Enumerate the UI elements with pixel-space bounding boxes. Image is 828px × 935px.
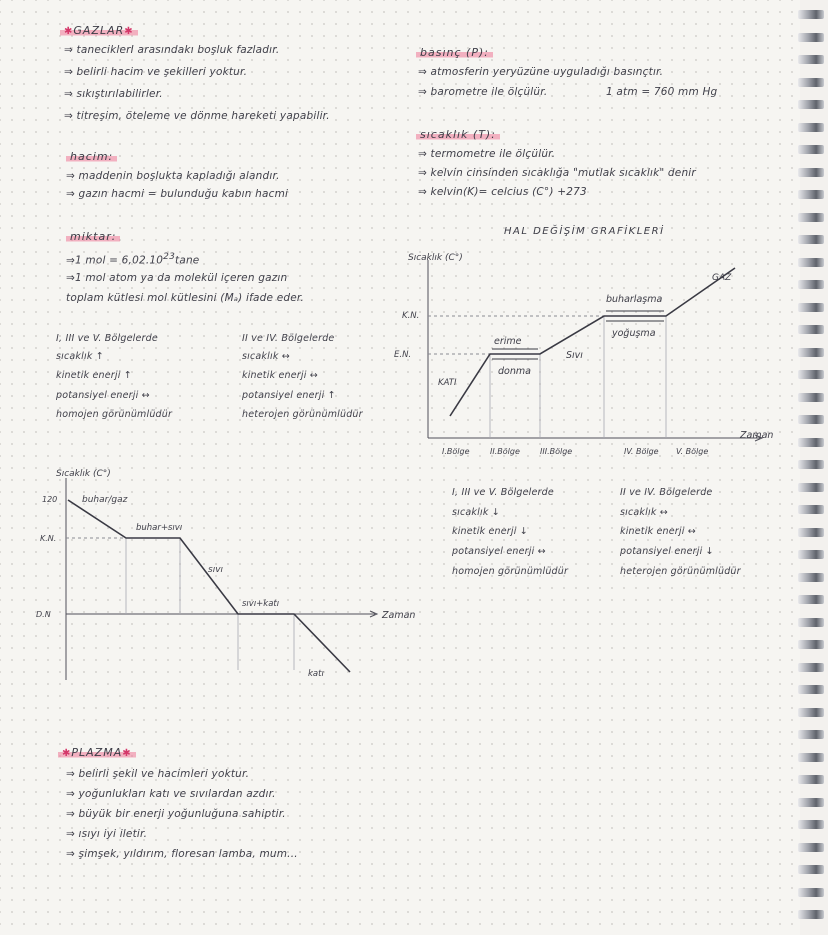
miktar-heading: miktar: bbox=[66, 230, 120, 243]
gazlar-item: ⇒ belirli hacim ve şekilleri yoktur. bbox=[64, 66, 248, 78]
hacim-item: ⇒ gazın hacmi = bulunduğu kabın hacmi bbox=[66, 188, 289, 200]
spiral-binding bbox=[792, 0, 828, 935]
binding-ring bbox=[798, 415, 824, 424]
binding-ring bbox=[798, 820, 824, 829]
dn-label: D.N bbox=[36, 610, 51, 619]
hacim-heading: hacim: bbox=[66, 150, 117, 163]
kn-label: K.N. bbox=[402, 311, 420, 321]
binding-ring bbox=[798, 573, 824, 582]
binding-ring bbox=[798, 10, 824, 19]
miktar-line: toplam kütlesi mol kütlesini (Mₐ) ifade eder. bbox=[66, 292, 305, 304]
binding-ring bbox=[798, 663, 824, 672]
basinc-heading: basınç (P): bbox=[416, 46, 493, 59]
graph-title: HAL DEĞİŞİM GRAFİKLERİ bbox=[504, 226, 665, 237]
y120-label: 120 bbox=[42, 495, 58, 504]
region-label: IV. Bölge bbox=[624, 447, 659, 456]
region-note: potansiyel enerji ↔ bbox=[452, 546, 546, 557]
binding-ring bbox=[798, 190, 824, 199]
miktar-line: ⇒1 mol atom ya da molekül içeren gazın bbox=[66, 272, 288, 284]
donma-label: donma bbox=[498, 366, 531, 377]
basinc-item: ⇒ barometre ile ölçülür. bbox=[418, 86, 548, 98]
sicaklik-item: ⇒ kelvin(K)= celcius (C°) +273 bbox=[418, 186, 587, 198]
region-note: II ve IV. Bölgelerde bbox=[620, 487, 713, 498]
sivi-label: sıvı bbox=[208, 565, 224, 575]
region-note: sıcaklık ↔ bbox=[242, 351, 290, 362]
region-note: I, III ve V. Bölgelerde bbox=[452, 487, 554, 498]
binding-ring bbox=[798, 865, 824, 874]
region-note: kinetik enerji ↔ bbox=[242, 370, 318, 381]
binding-ring bbox=[798, 753, 824, 762]
plazma-item: ⇒ belirli şekil ve hacimleri yoktur. bbox=[66, 768, 250, 780]
heating-curve bbox=[450, 268, 735, 416]
region-note: homojen görünümlüdür bbox=[56, 409, 173, 420]
binding-ring bbox=[798, 685, 824, 694]
star-icon: ✱ bbox=[122, 748, 132, 759]
heating-graph bbox=[380, 240, 785, 465]
binding-ring bbox=[798, 438, 824, 447]
binding-ring bbox=[798, 145, 824, 154]
sicaklik-heading: sıcaklık (T): bbox=[416, 128, 500, 141]
atm-conversion: 1 atm = 760 mm Hg bbox=[606, 86, 718, 98]
binding-ring bbox=[798, 730, 824, 739]
gazlar-heading: ✱GAZLAR✱ bbox=[60, 24, 138, 37]
binding-ring bbox=[798, 123, 824, 132]
sivi-kati-label: sıvı+katı bbox=[242, 599, 280, 609]
binding-ring bbox=[798, 325, 824, 334]
binding-ring bbox=[798, 370, 824, 379]
plazma-heading: ✱PLAZMA✱ bbox=[58, 746, 136, 759]
kati-label: KATI bbox=[438, 378, 457, 388]
binding-ring bbox=[798, 258, 824, 267]
binding-ring bbox=[798, 708, 824, 717]
hacim-item: ⇒ maddenin boşlukta kapladığı alandır. bbox=[66, 170, 280, 182]
buhar-gaz-label: buhar/gaz bbox=[82, 495, 128, 505]
binding-ring bbox=[798, 235, 824, 244]
cooling-graph bbox=[30, 460, 440, 690]
binding-ring bbox=[798, 798, 824, 807]
binding-ring bbox=[798, 33, 824, 42]
region-note: I, III ve V. Bölgelerde bbox=[56, 333, 158, 344]
binding-ring bbox=[798, 843, 824, 852]
region-note: kinetik enerji ↓ bbox=[452, 526, 528, 537]
region-label: I.Bölge bbox=[442, 447, 470, 456]
binding-ring bbox=[798, 910, 824, 919]
binding-ring bbox=[798, 550, 824, 559]
en-label: E.N. bbox=[394, 350, 412, 360]
y-axis-label: Sıcaklık (C°) bbox=[408, 253, 463, 263]
binding-ring bbox=[798, 280, 824, 289]
cooling-curve bbox=[68, 500, 350, 672]
region-note: kinetik enerji ↑ bbox=[56, 370, 132, 381]
binding-ring bbox=[798, 460, 824, 469]
gazlar-item: ⇒ titreşim, öteleme ve dönme hareketi yapabilir. bbox=[64, 110, 330, 122]
binding-ring bbox=[798, 640, 824, 649]
plazma-item: ⇒ ısıyı iyi iletir. bbox=[66, 828, 148, 840]
region-label: V. Bölge bbox=[676, 447, 709, 456]
binding-ring bbox=[798, 775, 824, 784]
y-axis-label: Sıcaklık (C°) bbox=[56, 469, 111, 479]
binding-ring bbox=[798, 303, 824, 312]
kati-label: katı bbox=[308, 669, 324, 679]
region-note: sıcaklık ↔ bbox=[620, 507, 668, 518]
x-axis-label: Zaman bbox=[382, 610, 416, 621]
yogusma-label: yoğuşma bbox=[612, 328, 656, 339]
region-note: potansiyel enerji ↓ bbox=[620, 546, 714, 557]
kn-label: K.N. bbox=[40, 534, 57, 543]
miktar-mol-line: ⇒1 mol = $6,02.10^{23}\tan e$ bbox=[66, 252, 200, 267]
binding-ring bbox=[798, 168, 824, 177]
plazma-item: ⇒ şimşek, yıldırım, floresan lamba, mum... bbox=[66, 848, 298, 860]
plazma-item: ⇒ yoğunlukları katı ve sıvılardan azdır. bbox=[66, 788, 276, 800]
region-note: potansiyel enerji ↑ bbox=[242, 390, 336, 401]
basinc-item: ⇒ atmosferin yeryüzüne uyguladığı basınçtır. bbox=[418, 66, 664, 78]
binding-ring bbox=[798, 505, 824, 514]
star-icon: ✱ bbox=[124, 26, 134, 37]
buharlasma-label: buharlaşma bbox=[606, 294, 663, 305]
sivi-label: Sıvı bbox=[566, 350, 583, 361]
star-icon: ✱ bbox=[64, 26, 74, 37]
binding-ring bbox=[798, 78, 824, 87]
region-label: II.Bölge bbox=[490, 447, 520, 456]
binding-ring bbox=[798, 393, 824, 402]
x-axis-label: Zaman bbox=[740, 430, 774, 441]
binding-ring bbox=[798, 213, 824, 222]
region-label: III.Bölge bbox=[540, 447, 573, 456]
binding-ring bbox=[798, 348, 824, 357]
gazlar-item: ⇒ sıkıştırılabilirler. bbox=[64, 88, 163, 100]
region-note: heterojen görünümlüdür bbox=[242, 409, 363, 420]
gaz-label: GAZ bbox=[712, 273, 732, 283]
region-note: sıcaklık ↑ bbox=[56, 351, 104, 362]
binding-ring bbox=[798, 483, 824, 492]
region-note: II ve IV. Bölgelerde bbox=[242, 333, 335, 344]
binding-ring bbox=[798, 528, 824, 537]
region-note: heterojen görünümlüdür bbox=[620, 566, 741, 577]
region-note: potansiyel enerji ↔ bbox=[56, 390, 150, 401]
binding-ring bbox=[798, 55, 824, 64]
binding-ring bbox=[798, 618, 824, 627]
star-icon: ✱ bbox=[62, 748, 72, 759]
buhar-sivi-label: buhar+sıvı bbox=[136, 523, 183, 533]
gazlar-item: ⇒ taneciklerI arasındakı boşluk fazladır. bbox=[64, 44, 280, 56]
binding-ring bbox=[798, 888, 824, 897]
erime-label: erime bbox=[494, 336, 522, 347]
region-note: sıcaklık ↓ bbox=[452, 507, 500, 518]
binding-ring bbox=[798, 595, 824, 604]
region-note: kinetik enerji ↔ bbox=[620, 526, 696, 537]
binding-ring bbox=[798, 100, 824, 109]
sicaklik-item: ⇒ kelvin cinsinden sıcaklığa "mutlak sıcaklık" denir bbox=[418, 167, 696, 179]
plazma-item: ⇒ büyük bir enerji yoğunluğuna sahiptir. bbox=[66, 808, 286, 820]
sicaklik-item: ⇒ termometre ile ölçülür. bbox=[418, 148, 556, 160]
region-note: homojen görünümlüdür bbox=[452, 566, 569, 577]
